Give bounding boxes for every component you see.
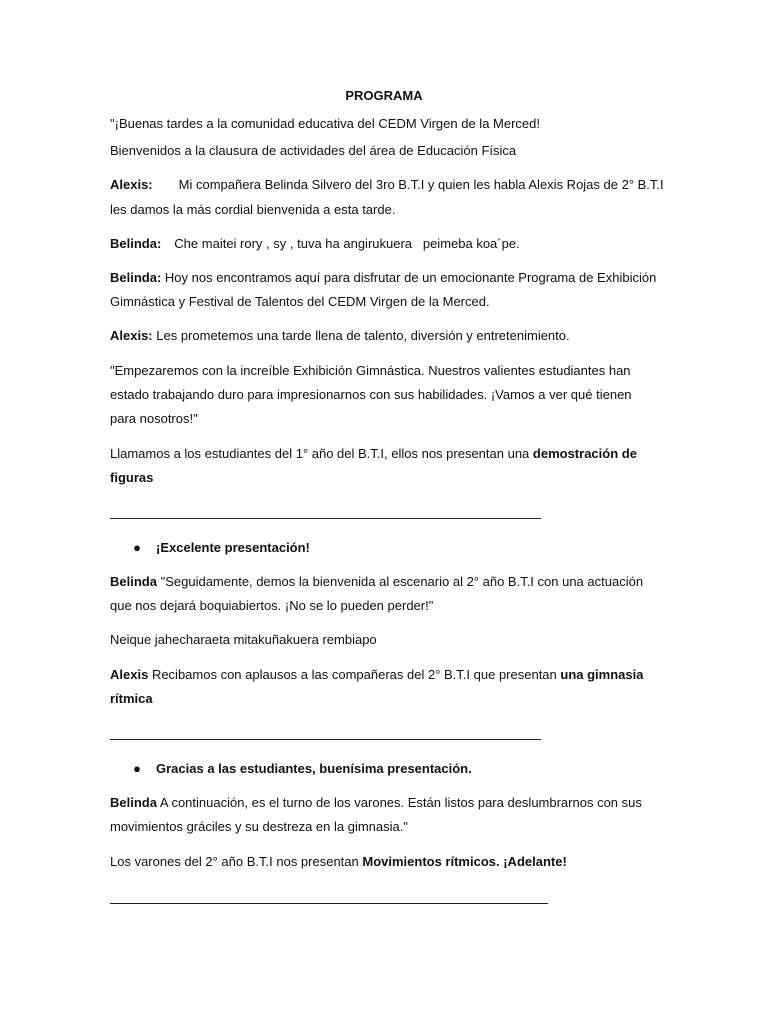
paragraph-text: Les prometemos una tarde llena de talento, diversión y entretenimiento.	[156, 328, 570, 343]
paragraph-gymnastics-intro-end: para nosotros!"	[110, 411, 198, 426]
paragraph-text: Recibamos con aplausos a las compañeras del 2° B.T.I que presentan	[151, 667, 561, 682]
paragraph-bold-text: una gimnasia	[560, 667, 644, 682]
paragraph-alexis-intro	[110, 177, 670, 193]
paragraph-first-year	[110, 446, 670, 462]
paragraph-text: Hoy nos encontramos aquí para disfrutar de un emocionante Programa de Exhibición	[164, 270, 657, 285]
bullet-icon: ●	[133, 761, 141, 776]
paragraph-text: "Seguidamente, demos la bienvenida al escenario al 2° año B.T.I con una actuación	[160, 574, 644, 589]
bullet-text-excellent: ¡Excelente presentación!	[156, 540, 310, 555]
paragraph-gymnastics-intro: "Empezaremos con la increíble Exhibición Gimnástica. Nuestros valientes estudiantes han	[110, 363, 631, 378]
paragraph-belinda-program	[110, 270, 670, 286]
paragraph-bold-text: demostración de	[532, 446, 637, 461]
greeting-line: "¡Buenas tardes a la comunidad educativa del CEDM Virgen de la Merced!	[110, 116, 540, 131]
paragraph-belinda-boys	[110, 795, 670, 811]
separator-line	[110, 903, 548, 904]
paragraph-belinda-second-year	[110, 574, 670, 590]
paragraph-bold-text: Movimientos rítmicos. ¡Adelante!	[362, 854, 567, 869]
paragraph-gymnastics-intro-cont: estado trabajando duro para impresionarnos con sus habilidades. ¡Vamos a ver qué tienen	[110, 387, 632, 402]
paragraph-belinda-program-cont: Gimnástica y Festival de Talentos del CEDM Virgen de la Merced.	[110, 294, 490, 309]
bullet-icon: ●	[133, 540, 141, 555]
paragraph-belinda-second-year-cont: que nos dejará boquiabiertos. ¡No se lo pueden perder!"	[110, 598, 434, 613]
paragraph-boys-presentation	[110, 854, 670, 870]
speaker-label: Belinda	[110, 795, 157, 810]
paragraph-first-year-cont: figuras	[110, 470, 154, 485]
paragraph-alexis-rhythmic	[110, 667, 670, 683]
separator-line	[110, 518, 541, 519]
speaker-label: Belinda:	[110, 236, 162, 251]
bullet-text-thanks: Gracias a las estudiantes, buenísima presentación.	[156, 761, 472, 776]
paragraph-belinda-greeting	[110, 236, 670, 252]
paragraph-text: A continuación, es el turno de los varones. Están listos para deslumbrarnos con sus	[159, 795, 642, 810]
paragraph-alexis-promise	[110, 328, 670, 344]
speaker-label: Alexis:	[110, 177, 153, 192]
page-title: PROGRAMA	[345, 88, 423, 103]
paragraph-text: Llamamos a los estudiantes del 1° año del B.T.I, ellos nos presentan una	[110, 446, 533, 461]
speaker-label: Belinda	[110, 574, 157, 589]
separator-line	[110, 739, 541, 740]
paragraph-alexis-rhythmic-cont: rítmica	[110, 691, 153, 706]
speaker-label: Alexis	[110, 667, 149, 682]
paragraph-text: Mi compañera Belinda Silvero del 3ro B.T.I y quien les habla Alexis Rojas de 2° B.T.I	[178, 177, 664, 192]
paragraph-guarani-line: Neique jahecharaeta mitakuñakuera rembiapo	[110, 632, 377, 647]
paragraph-alexis-intro-cont: les damos la más cordial bienvenida a esta tarde.	[110, 202, 396, 217]
speaker-label: Belinda:	[110, 270, 162, 285]
paragraph-text: Che maitei rory , sy , tuva ha angirukuera peimeba koa´pe.	[174, 236, 520, 251]
paragraph-text: Los varones del 2° año B.T.I nos presentan	[110, 854, 363, 869]
speaker-label: Alexis:	[110, 328, 153, 343]
paragraph-belinda-boys-cont: movimientos gráciles y su destreza en la gimnasia."	[110, 819, 408, 834]
welcome-line: Bienvenidos a la clausura de actividades del área de Educación Física	[110, 143, 517, 158]
